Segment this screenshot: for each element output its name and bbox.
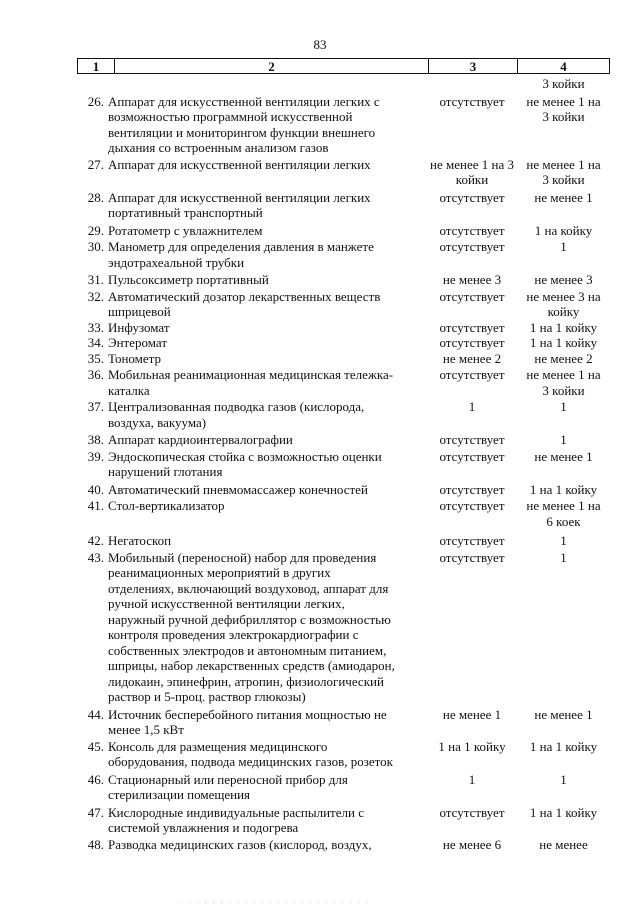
table-row	[77, 190, 612, 221]
required-value: не менее 1	[534, 706, 593, 722]
equipment-name: Манометр для определения давления в манжете эндотрахеальной трубки	[108, 239, 374, 270]
table-row	[77, 707, 612, 738]
row-number: 35.	[87, 350, 104, 366]
standard-value: отсутствует	[439, 498, 505, 513]
row-number	[77, 76, 108, 92]
equipment-name: Стационарный или переносной прибор для стерилизации помещения	[108, 771, 348, 802]
column-header-2: 2	[115, 59, 429, 74]
row-number: 40.	[87, 481, 104, 497]
column-header-4: 4	[518, 59, 610, 74]
required-value: 1 на 1 койку	[529, 738, 598, 754]
column-header-1: 1	[78, 59, 115, 74]
table-row	[77, 837, 612, 853]
standard-value: не менее 6	[442, 836, 502, 852]
standard-value: 1 на 1 койку	[438, 738, 506, 754]
table-body	[77, 76, 612, 852]
row-number: 29.	[87, 222, 104, 238]
equipment-name	[108, 76, 429, 92]
standard-value: не менее 3	[442, 272, 502, 287]
table-row	[77, 772, 612, 803]
required-value: 1	[560, 533, 567, 548]
table-row	[77, 289, 612, 320]
required-value: 1 на 1 койку	[529, 335, 598, 350]
equipment-name: Пульсоксиметр портативный	[108, 272, 269, 287]
table-row	[77, 805, 612, 836]
row-number: 34.	[87, 335, 104, 350]
row-number: 38.	[87, 432, 104, 447]
row-number: 44.	[87, 706, 104, 722]
table-row	[77, 335, 612, 351]
table-row	[77, 239, 612, 270]
row-number: 32.	[87, 288, 104, 304]
required-value: не менее 3 на койку	[526, 288, 601, 319]
required-value: 1	[560, 771, 567, 787]
required-value: 1	[560, 432, 567, 447]
table-row	[77, 157, 612, 188]
table-row	[77, 482, 612, 498]
table-row	[77, 498, 612, 529]
equipment-name: Мобильный (переносной) набор для проведения реанимационных мероприятий в других отделениях, включающий воздуховод, аппарат для ручной искусственной вентиляции легких, наружный ручной дефибриллятор с возможностью контроля проведения электрокардиографии с собственных электродов и автономным питанием, шприцы, набор лекарственных средств (амиодарон, лидокаин, эпинефрин, атропин, физиологический раствор и 5-проц. раствор глюкозы)	[108, 549, 395, 704]
equipment-name: Кислородные индивидуальные распылители с системой увлажнения и подогрева	[108, 804, 364, 835]
equipment-name: Разводка медицинских газов (кислород, воздух,	[108, 836, 372, 852]
table-row	[77, 739, 612, 770]
row-number: 30.	[87, 239, 104, 254]
table-row	[77, 76, 612, 92]
required-value: 1	[560, 549, 567, 565]
equipment-name: Автоматический пневмомассажер конечностей	[108, 481, 368, 497]
standard-value: отсутствует	[439, 239, 505, 254]
row-number: 36.	[87, 367, 104, 382]
standard-value: отсутствует	[439, 804, 505, 820]
table-row	[77, 449, 612, 480]
standard-value: отсутствует	[439, 432, 505, 447]
standard-value: не менее 1 на 3 койки	[430, 156, 514, 187]
column-header-3: 3	[429, 59, 518, 74]
standard-value: отсутствует	[439, 448, 505, 464]
table-row	[77, 320, 612, 336]
row-number: 26.	[87, 93, 104, 109]
equipment-name: Аппарат для искусственной вентиляции легких портативный транспортный	[108, 189, 371, 220]
equipment-name: Аппарат для искусственной вентиляции легких с возможностью программной искусственной вентиляции и мониторингом функции внешнего дыхания со встроенным анализом газов	[108, 93, 380, 155]
equipment-name: Ротатометр с увлажнителем	[108, 222, 263, 238]
required-value: не менее 1	[534, 448, 593, 464]
standard-value: отсутствует	[439, 481, 505, 497]
required-value: не менее 1 на 3 койки	[526, 93, 601, 124]
table-row	[77, 367, 612, 398]
equipment-name: Автоматический дозатор лекарственных веществ шприцевой	[108, 288, 381, 319]
standard-value: отсутствует	[439, 189, 505, 205]
standard-value: отсутствует	[439, 533, 505, 548]
row-number: 27.	[87, 156, 104, 172]
equipment-name: Мобильная реанимационная медицинская тележка- каталка	[108, 367, 394, 398]
row-number: 41.	[87, 498, 104, 513]
scan-artifact: · · · · · · · · · · · · · · · · · · · · · · · ·	[180, 899, 371, 907]
required-value: не менее 1 на 3 койки	[526, 367, 601, 398]
table-header	[77, 58, 610, 74]
required-value: не менее 3	[534, 272, 593, 287]
required-value: 1	[560, 399, 567, 414]
required-value: не менее 2	[534, 350, 593, 366]
row-number: 46.	[87, 771, 104, 787]
required-value: 1 на койку	[534, 222, 593, 238]
equipment-name: Стол-вертикализатор	[108, 498, 225, 513]
table-row	[77, 223, 612, 239]
equipment-name: Аппарат кардиоинтервалографии	[108, 432, 293, 447]
equipment-name: Негатоскоп	[108, 533, 172, 548]
equipment-name: Энтеромат	[108, 335, 167, 350]
table-row	[77, 272, 612, 288]
equipment-name: Инфузомат	[108, 319, 170, 335]
row-number: 48.	[87, 836, 104, 852]
page-number: 83	[313, 37, 327, 52]
required-value: 1 на 1 койку	[529, 481, 598, 497]
row-number: 37.	[87, 399, 104, 414]
standard-value: отсутствует	[439, 335, 505, 350]
standard-value: отсутствует	[439, 319, 505, 335]
equipment-name: Эндоскопическая стойка с возможностью оценки нарушений глотания	[108, 448, 382, 479]
standard-value: не менее 2	[442, 350, 502, 366]
required-value: не менее 1 на 6 коек	[526, 498, 601, 529]
standard-value: не менее 1	[442, 706, 502, 722]
required-value: не менее 1 на 3 койки	[526, 156, 601, 187]
table-row	[77, 94, 612, 156]
row-number: 31.	[87, 272, 104, 287]
required-value: 1	[560, 239, 567, 254]
row-number: 42.	[87, 533, 104, 548]
equipment-name: Централизованная подводка газов (кислорода, воздуха, вакуума)	[108, 399, 365, 430]
standard-value: отсутствует	[439, 93, 505, 109]
required-value: 1 на 1 койку	[529, 319, 598, 335]
required-value: 3 койки	[542, 76, 585, 91]
table-row	[77, 533, 612, 549]
row-number: 45.	[87, 738, 104, 754]
equipment-name: Консоль для размещения медицинского оборудования, подвода медицинских газов, розеток	[108, 738, 393, 769]
table-row	[77, 550, 612, 705]
equipment-name: Аппарат для искусственной вентиляции легких	[108, 156, 371, 172]
row-number: 39.	[87, 448, 104, 464]
standard-value	[429, 76, 515, 92]
table-row	[77, 432, 612, 448]
required-value: не менее 1	[534, 189, 593, 205]
standard-value: отсутствует	[439, 288, 505, 304]
row-number: 33.	[87, 319, 104, 335]
required-value: 1 на 1 койку	[529, 804, 598, 820]
standard-value: 1	[468, 399, 476, 414]
row-number: 43.	[87, 549, 104, 565]
standard-value: отсутствует	[439, 222, 505, 238]
required-value: не менее	[539, 836, 588, 852]
equipment-name: Тонометр	[108, 350, 162, 366]
table-row	[77, 399, 612, 430]
row-number: 47.	[87, 804, 104, 820]
row-number: 28.	[87, 189, 104, 205]
standard-value: отсутствует	[439, 367, 505, 382]
table-row	[77, 351, 612, 367]
standard-value: 1	[468, 771, 476, 787]
equipment-name: Источник бесперебойного питания мощностью не менее 1,5 кВт	[108, 706, 387, 737]
standard-value: отсутствует	[439, 549, 505, 565]
